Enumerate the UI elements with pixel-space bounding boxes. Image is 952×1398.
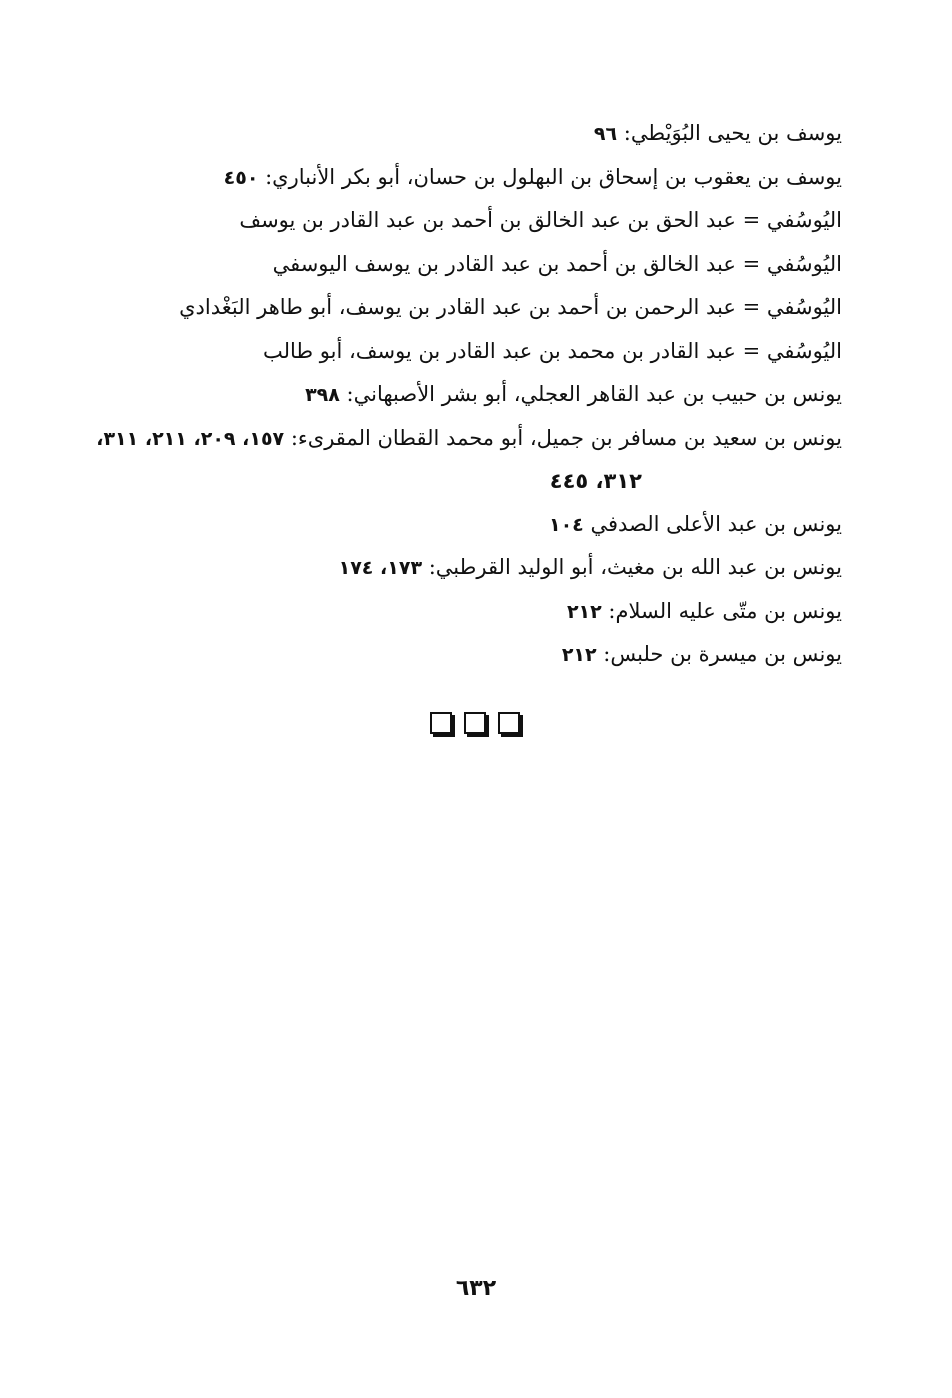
entry-text: يوسف بن يحيى البُوَيْطي: bbox=[617, 121, 842, 145]
entry-text: يونس بن حبيب بن عبد القاهر العجلي، أبو بشر الأصبهاني: bbox=[339, 382, 842, 406]
page-number: ٦٣٢ bbox=[455, 1276, 497, 1301]
index-entry-continuation bbox=[102, 460, 842, 503]
entry-text: يوسف بن يعقوب بن إسحاق بن البهلول بن حسان، أبو بكر الأنباري: bbox=[258, 164, 842, 189]
entry-text: يونس بن متّى عليه السلام: bbox=[601, 598, 842, 623]
index-entry bbox=[102, 330, 842, 374]
index-entry bbox=[102, 199, 842, 243]
entry-page-refs: ٤٥٠ bbox=[223, 166, 259, 189]
index-entry bbox=[102, 286, 842, 330]
index-entry bbox=[102, 546, 842, 590]
end-of-section-ornament bbox=[430, 712, 520, 734]
index-entry bbox=[102, 112, 842, 156]
entry-page-refs: ١٥٧، ٢٠٩، ٢١١، ٣١١، bbox=[96, 427, 285, 450]
entry-text: يونس بن عبد الله بن مغيث، أبو الوليد القرطبي: bbox=[422, 555, 842, 579]
index-entry bbox=[102, 156, 842, 200]
square-ornament-icon bbox=[430, 712, 452, 734]
square-ornament-icon bbox=[498, 712, 520, 734]
index-entry bbox=[102, 243, 842, 287]
index-entry bbox=[102, 633, 842, 677]
entry-text: يونس بن ميسرة بن حلبس: bbox=[596, 642, 842, 666]
entry-page-refs: ٢١٢ bbox=[566, 600, 602, 623]
index-entries bbox=[96, 112, 842, 677]
entry-text: اليُوسُفي = عبد الحق بن عبد الخالق بن أحمد بن عبد القادر بن يوسف bbox=[239, 208, 842, 232]
square-ornament-icon bbox=[464, 712, 486, 734]
entry-text: اليُوسُفي = عبد الرحمن بن أحمد بن عبد القادر بن يوسف، أبو طاهر البَغْدادي bbox=[179, 295, 842, 319]
index-entry bbox=[102, 373, 842, 417]
entry-page-refs: ١٧٣، ١٧٤ bbox=[338, 557, 423, 579]
entry-text: اليُوسُفي = عبد الخالق بن أحمد بن عبد القادر بن يوسف اليوسفي bbox=[272, 251, 842, 276]
entry-text: يونس بن سعيد بن مسافر بن جميل، أبو محمد القطان المقرىء: bbox=[284, 425, 842, 450]
entry-text: يونس بن عبد الأعلى الصدفي bbox=[583, 511, 842, 536]
index-entry bbox=[102, 590, 842, 634]
entry-page-refs: ٩٦ bbox=[593, 123, 618, 145]
entry-page-refs: ٣١٢، ٤٤٥ bbox=[549, 469, 642, 493]
entry-text: اليُوسُفي = عبد القادر بن محمد بن عبد القادر بن يوسف، أبو طالب bbox=[262, 338, 842, 363]
entry-page-refs: ٣٩٨ bbox=[305, 384, 340, 406]
entry-page-refs: ١٠٤ bbox=[548, 513, 584, 536]
entry-page-refs: ٢١٢ bbox=[561, 644, 597, 666]
index-entry bbox=[102, 503, 842, 547]
index-entry bbox=[96, 417, 842, 461]
